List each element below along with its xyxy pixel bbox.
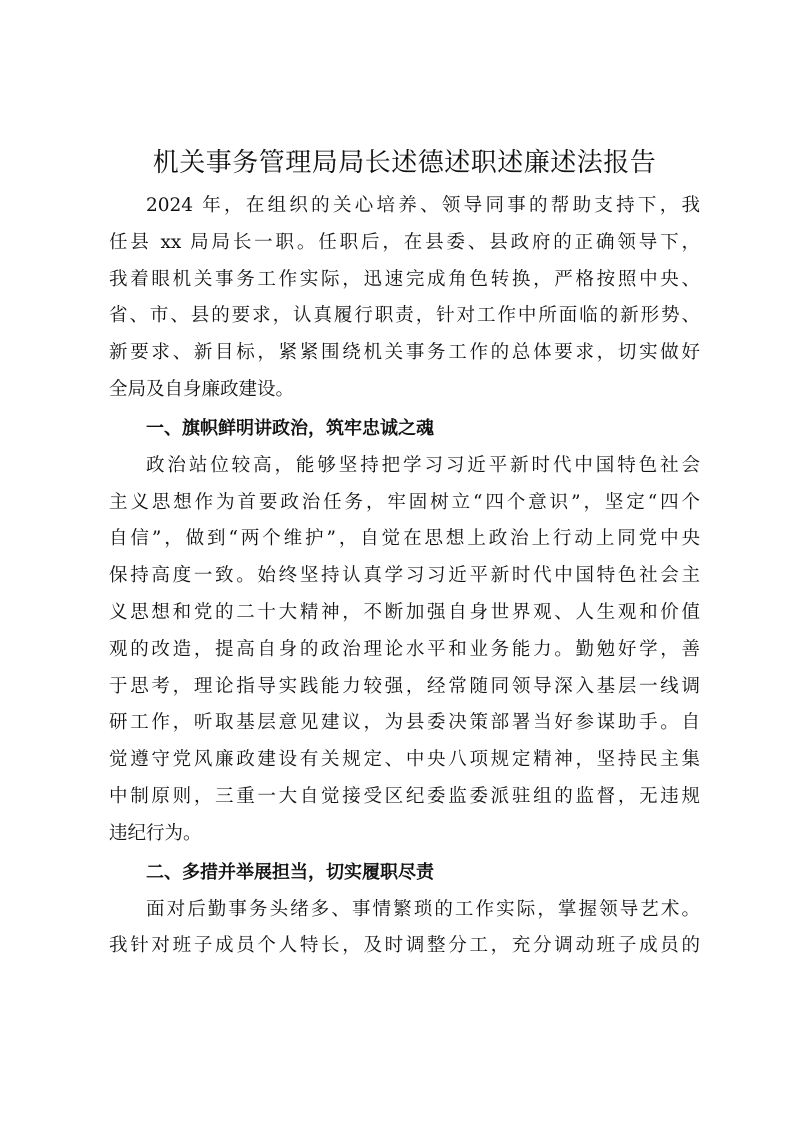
text-line: 保持高度一致。始终坚持认真学习习近平新时代中国特色社会主 — [109, 565, 700, 587]
section-heading-2: 二、多措并举展担当，切实履职尽责 — [146, 861, 434, 883]
text-line: 研工作，听取基层意见建议，为县委决策部署当好参谋助手。自 — [109, 712, 700, 734]
text-line: 于思考，理论指导实践能力较强，经常随同领导深入基层一线调 — [109, 675, 700, 697]
text-line: 2024 年，在组织的关心培养、领导同事的帮助支持下，我 — [146, 195, 700, 216]
text-line: 我针对班子成员个人特长，及时调整分工，充分调动班子成员的 — [109, 935, 700, 957]
section2-paragraph — [109, 892, 700, 966]
text-line: 面对后勤事务头绪多、事情繁琐的工作实际，掌握领导艺术。 — [146, 898, 700, 920]
intro-paragraph — [109, 188, 700, 409]
text-line: 全局及自身廉政建设。 — [109, 378, 295, 400]
text-line: 义思想和党的二十大精神，不断加强自身世界观、人生观和价值 — [109, 601, 700, 623]
text-line: 新要求、新目标，紧紧围绕机关事务工作的总体要求，切实做好 — [109, 342, 700, 364]
text-line: 省、市、县的要求，认真履行职责，针对工作中所面临的新形势、 — [109, 305, 700, 327]
section1-paragraph — [109, 448, 700, 853]
text-line: 自信”，做到“两个维护”，自觉在思想上政治上行动上同党中央 — [109, 528, 700, 550]
text-line: 我着眼机关事务工作实际，迅速完成角色转换，严格按照中央、 — [109, 268, 700, 290]
text-line: 违纪行为。 — [109, 822, 202, 844]
text-line: 主义思想作为首要政治任务，牢固树立“四个意识”，坚定“四个 — [109, 491, 700, 513]
document-title: 机关事务管理局局长述德述职述廉述法报告 — [152, 148, 657, 178]
text-line: 觉遵守党风廉政建设有关规定、中央八项规定精神，坚持民主集 — [109, 749, 700, 771]
text-line: 观的改造，提高自身的政治理论水平和业务能力。勤勉好学，善 — [109, 638, 700, 660]
text-line: 中制原则，三重一大自觉接受区纪委监委派驻组的监督，无违规 — [109, 785, 700, 807]
section-heading-1: 一、旗帜鲜明讲政治，筑牢忠诚之魂 — [146, 417, 434, 439]
text-line: 政治站位较高，能够坚持把学习习近平新时代中国特色社会 — [146, 454, 700, 476]
text-line: 任县 xx 局局长一职。任职后，在县委、县政府的正确领导下， — [109, 231, 700, 253]
